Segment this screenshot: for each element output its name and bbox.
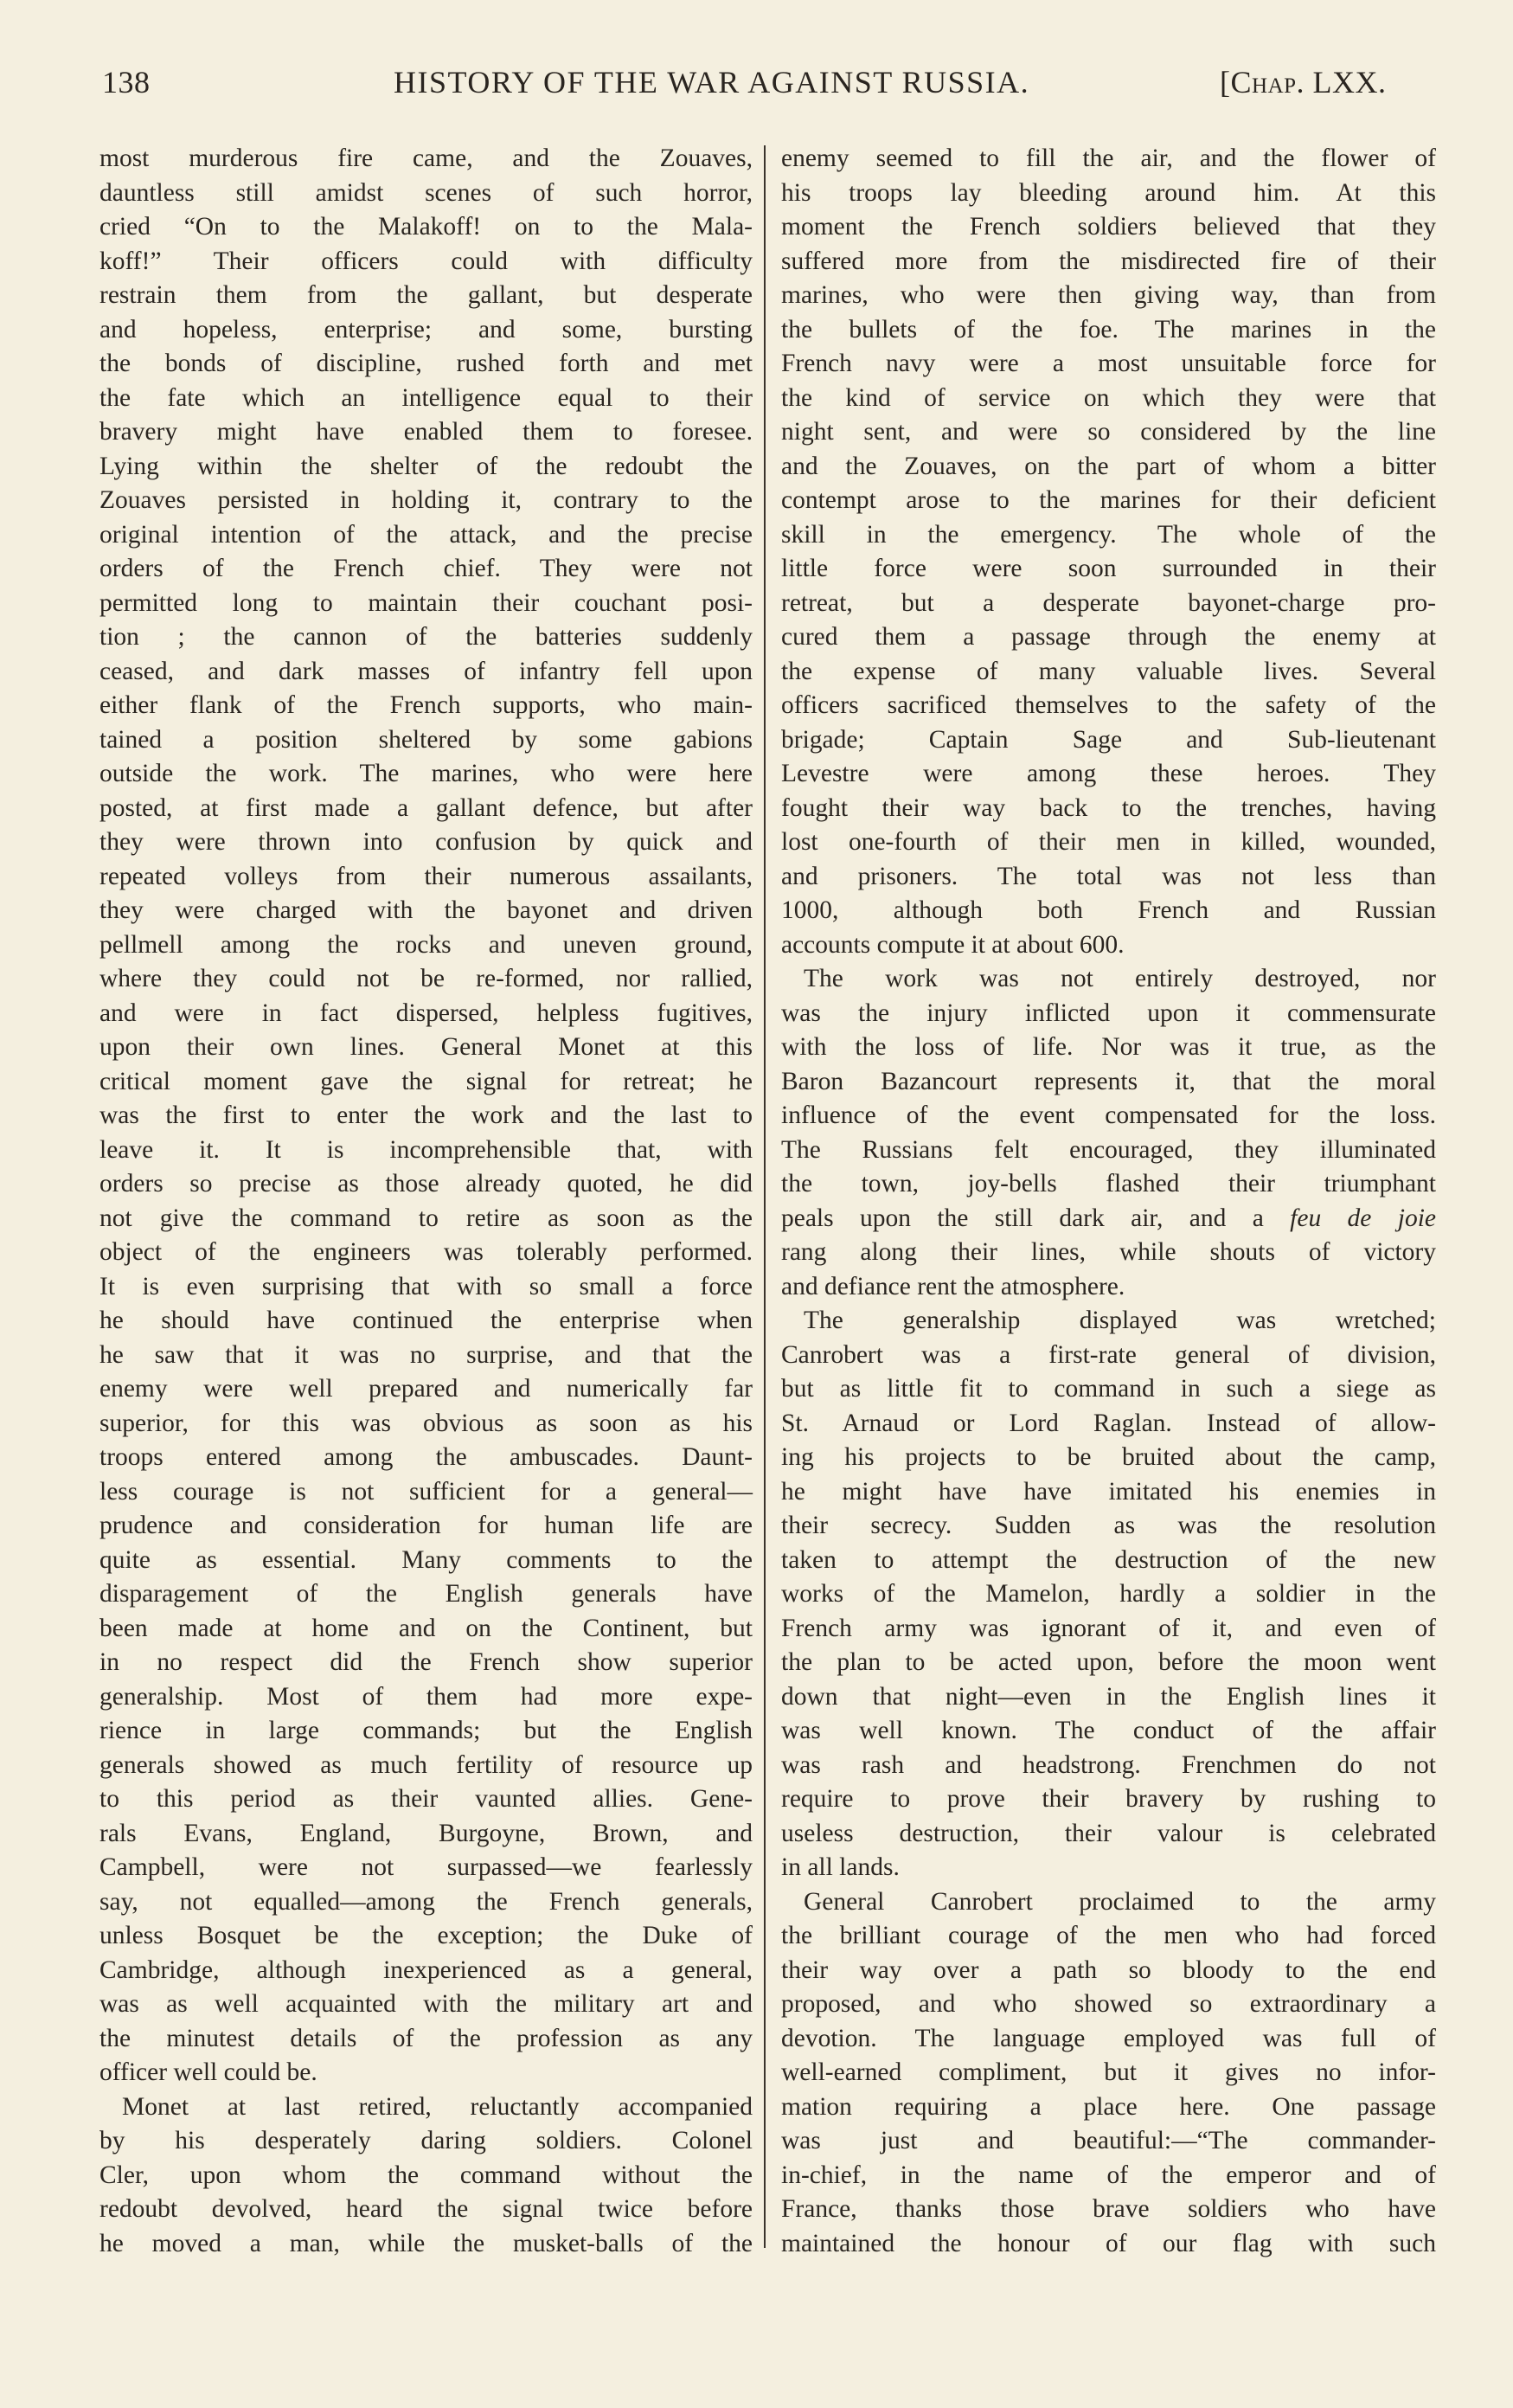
text-line: well-earned compliment, but it gives no infor- [781, 2058, 1436, 2086]
text-line: the plan to be acted upon, before the moon went [781, 1648, 1436, 1676]
text-line: leave it. It is incomprehensible that, with [99, 1135, 753, 1164]
text-line: the expense of many valuable lives. Several [781, 657, 1436, 685]
text-line: their secrecy. Sudden as was the resolution [781, 1512, 1436, 1539]
chapter-text: Chap. LXX. [1230, 65, 1387, 100]
text-line: The work was not entirely destroyed, nor [804, 965, 1436, 992]
text-line: rience in large commands; but the English [99, 1717, 753, 1744]
text-line: critical moment gave the signal for retreat; he [99, 1067, 753, 1095]
text-line: officers sacrificed themselves to the safety of the [781, 691, 1436, 719]
text-line: disparagement of the English generals have [99, 1580, 753, 1608]
text-line: ceased, and dark masses of infantry fell upon [99, 657, 753, 685]
text-line: where they could not be re-formed, nor rallied, [99, 965, 753, 992]
text-line: they were charged with the bayonet and driven [99, 896, 753, 924]
chapter-label [1220, 64, 1387, 100]
text-line: accounts compute it at about 600. [781, 930, 1125, 959]
text-line: The Russians felt encouraged, they illuminated [781, 1135, 1436, 1164]
text-line: little force were soon surrounded in their [781, 555, 1436, 582]
text-line: generals showed as much fertility of resource up [99, 1750, 753, 1779]
text-line: their way over a path so bloody to the end [781, 1955, 1436, 1984]
text-line: either flank of the French supports, who main- [99, 691, 753, 719]
text-line: mation requiring a place here. One passage [781, 2092, 1436, 2121]
text-line: but as little fit to command in such a siege as [781, 1375, 1436, 1403]
text-line: say, not equalled—among the French generals, [99, 1887, 753, 1916]
text-line: upon their own lines. General Monet at this [99, 1033, 753, 1061]
text-line: skill in the emergency. The whole of the [781, 520, 1436, 549]
text-line: Monet at last retired, reluctantly accompanied [122, 2092, 753, 2121]
text-line: the kind of service on which they were that [781, 383, 1436, 412]
text-line: outside the work. The marines, who were here [99, 760, 753, 787]
column-divider [764, 145, 766, 2248]
text-line: devotion. The language employed was full of [781, 2024, 1436, 2052]
text-line: object of the engineers was tolerably performed. [99, 1238, 753, 1266]
text-line: orders of the French chief. They were not [99, 555, 753, 582]
text-line: St. Arnaud or Lord Raglan. Instead of allow- [781, 1409, 1436, 1437]
text-line: officer well could be. [99, 2058, 317, 2086]
text-line: Canrobert was a first-rate general of division, [781, 1340, 1436, 1369]
text-line: Lying within the shelter of the redoubt the [99, 452, 753, 480]
text-line: by his desperately daring soldiers. Colonel [99, 2127, 753, 2154]
text-segment: peals upon the still dark air, and a [781, 1204, 1291, 1232]
text-line: and hopeless, enterprise; and some, bursting [99, 315, 753, 344]
text-line: It is even surprising that with so small a force [99, 1272, 753, 1300]
text-line: tion ; the cannon of the batteries suddenly [99, 623, 753, 651]
text-line: restrain them from the gallant, but desperate [99, 281, 753, 309]
text-line: cried “On to the Malakoff! on to the Mala- [99, 213, 753, 241]
text-line: with the loss of life. Nor was it true, as the [781, 1033, 1436, 1061]
text-line: proposed, and who showed so extraordinary a [781, 1990, 1436, 2018]
text-line: the bullets of the foe. The marines in the [781, 315, 1436, 344]
chapter-bracket: [ [1220, 65, 1231, 100]
text-line: was well known. The conduct of the affair [781, 1717, 1436, 1744]
text-line: his troops lay bleeding around him. At this [781, 178, 1436, 207]
text-line: rals Evans, England, Burgoyne, Brown, and [99, 1819, 753, 1847]
text-line: he might have have imitated his enemies in [781, 1477, 1436, 1506]
text-line: to this period as their vaunted allies. Gene- [99, 1785, 753, 1813]
text-line: and prisoners. The total was not less than [781, 862, 1436, 890]
text-line: French army was ignorant of it, and even of [781, 1614, 1436, 1642]
paragraph [781, 1885, 1436, 2262]
text-line: works of the Mamelon, hardly a soldier in the [781, 1580, 1436, 1608]
text-line: influence of the event compensated for the loss. [781, 1101, 1436, 1129]
text-line: prudence and consideration for human life are [99, 1512, 753, 1539]
text-line: troops entered among the ambuscades. Daunt- [99, 1443, 753, 1471]
text-line: redoubt devolved, heard the signal twice before [99, 2195, 753, 2223]
text-line: contempt arose to the marines for their deficient [781, 486, 1436, 514]
text-line: he should have continued the enterprise when [99, 1307, 753, 1334]
paragraph [781, 142, 1436, 962]
text-line: superior, for this was obvious as soon as his [99, 1409, 753, 1437]
text-line: was as well acquainted with the military art and [99, 1990, 753, 2018]
text-line: quite as essential. Many comments to the [99, 1545, 753, 1574]
right-column [781, 142, 1436, 2261]
text-line: pellmell among the rocks and uneven ground, [99, 930, 753, 959]
text-line: suffered more from the misdirected fire of their [781, 247, 1436, 275]
text-line: enemy seemed to fill the air, and the flower of [781, 144, 1436, 172]
text-line: original intention of the attack, and the precise [99, 520, 753, 549]
text-line: retreat, but a desperate bayonet-charge pro- [781, 588, 1436, 617]
text-line: ing his projects to be bruited about the camp, [781, 1443, 1436, 1471]
text-line: was just and beautiful:—“The commander- [781, 2127, 1436, 2154]
paragraph [99, 2090, 753, 2262]
text-line: not give the command to retire as soon as the [99, 1204, 753, 1232]
text-line: The generalship displayed was wretched; [804, 1307, 1436, 1334]
text-line: French navy were a most unsuitable force for [781, 350, 1436, 377]
text-line: Levestre were among these heroes. They [781, 760, 1436, 787]
text-line: down that night—even in the English lines it [781, 1682, 1436, 1711]
text-line: marines, who were then giving way, than from [781, 281, 1436, 309]
text-line: dauntless still amidst scenes of such horror, [99, 178, 753, 207]
text-line: useless destruction, their valour is celebrated [781, 1819, 1436, 1847]
paragraph [99, 142, 753, 2090]
text-line: permitted long to maintain their couchant posi- [99, 588, 753, 617]
text-line: koff!” Their officers could with difficulty [99, 247, 753, 275]
text-line: and defiance rent the atmosphere. [781, 1272, 1125, 1300]
text-line: the brilliant courage of the men who had forced [781, 1922, 1436, 1949]
paragraph [781, 962, 1436, 1304]
text-line: was the first to enter the work and the last to [99, 1101, 753, 1129]
text-line: bravery might have enabled them to foresee. [99, 418, 753, 446]
italic-phrase: feu de joie [1290, 1204, 1436, 1232]
text-line: the town, joy-bells flashed their triumphant [781, 1170, 1436, 1198]
text-line: and were in fact dispersed, helpless fugitives, [99, 999, 753, 1027]
text-line: the fate which an intelligence equal to their [99, 383, 753, 412]
text-line: he moved a man, while the musket-balls of the [99, 2229, 753, 2257]
text-line: posted, at first made a gallant defence, but after [99, 793, 753, 822]
text-line: in all lands. [781, 1853, 900, 1881]
text-line: the minutest details of the profession as any [99, 2024, 753, 2052]
text-line: Cambridge, although inexperienced as a general, [99, 1955, 753, 1984]
text-line: rang along their lines, while shouts of victory [781, 1238, 1436, 1266]
text-line [781, 1202, 1436, 1236]
text-line: Cler, upon whom the command without the [99, 2161, 753, 2189]
text-line: tained a position sheltered by some gabions [99, 725, 753, 754]
text-line: 1000, although both French and Russian [781, 896, 1436, 924]
text-line: repeated volleys from their numerous assailants, [99, 862, 753, 890]
text-line: lost one-fourth of their men in killed, wounded, [781, 828, 1436, 856]
text-line: moment the French soldiers believed that they [781, 213, 1436, 241]
text-line: most murderous fire came, and the Zouaves, [99, 144, 753, 172]
text-line: fought their way back to the trenches, having [781, 793, 1436, 822]
text-line: orders so precise as those already quoted, he did [99, 1170, 753, 1198]
text-line: cured them a passage through the enemy at [781, 623, 1436, 651]
text-line: brigade; Captain Sage and Sub-lieutenant [781, 725, 1436, 754]
text-line: less courage is not sufficient for a general— [99, 1477, 753, 1506]
text-line: night sent, and were so considered by the line [781, 418, 1436, 446]
text-line: France, thanks those brave soldiers who have [781, 2195, 1436, 2223]
text-line: was rash and headstrong. Frenchmen do not [781, 1750, 1436, 1779]
running-title: HISTORY OF THE WAR AGAINST RUSSIA. [394, 65, 1030, 100]
text-line: Zouaves persisted in holding it, contrary to the [99, 486, 753, 514]
text-line: he saw that it was no surprise, and that the [99, 1340, 753, 1369]
text-line: the bonds of discipline, rushed forth and met [99, 350, 753, 377]
text-line: in no respect did the French show superior [99, 1648, 753, 1676]
page-number: 138 [102, 65, 151, 100]
text-line: been made at home and on the Continent, but [99, 1614, 753, 1642]
text-line: unless Bosquet be the exception; the Duke of [99, 1922, 753, 1949]
text-line: General Canrobert proclaimed to the army [804, 1887, 1436, 1916]
text-line: and the Zouaves, on the part of whom a bitter [781, 452, 1436, 480]
left-column [99, 142, 753, 2261]
text-line: was the injury inflicted upon it commensurate [781, 999, 1436, 1027]
text-line: taken to attempt the destruction of the new [781, 1545, 1436, 1574]
text-line: enemy were well prepared and numerically far [99, 1375, 753, 1403]
text-line: Campbell, were not surpassed—we fearlessly [99, 1853, 753, 1881]
text-line: in-chief, in the name of the emperor and of [781, 2161, 1436, 2189]
text-line: require to prove their bravery by rushing to [781, 1785, 1436, 1813]
text-line: Baron Bazancourt represents it, that the moral [781, 1067, 1436, 1095]
text-line: generalship. Most of them had more expe- [99, 1682, 753, 1711]
paragraph [781, 1304, 1436, 1885]
text-line: maintained the honour of our flag with such [781, 2229, 1436, 2257]
text-line: they were thrown into confusion by quick and [99, 828, 753, 856]
